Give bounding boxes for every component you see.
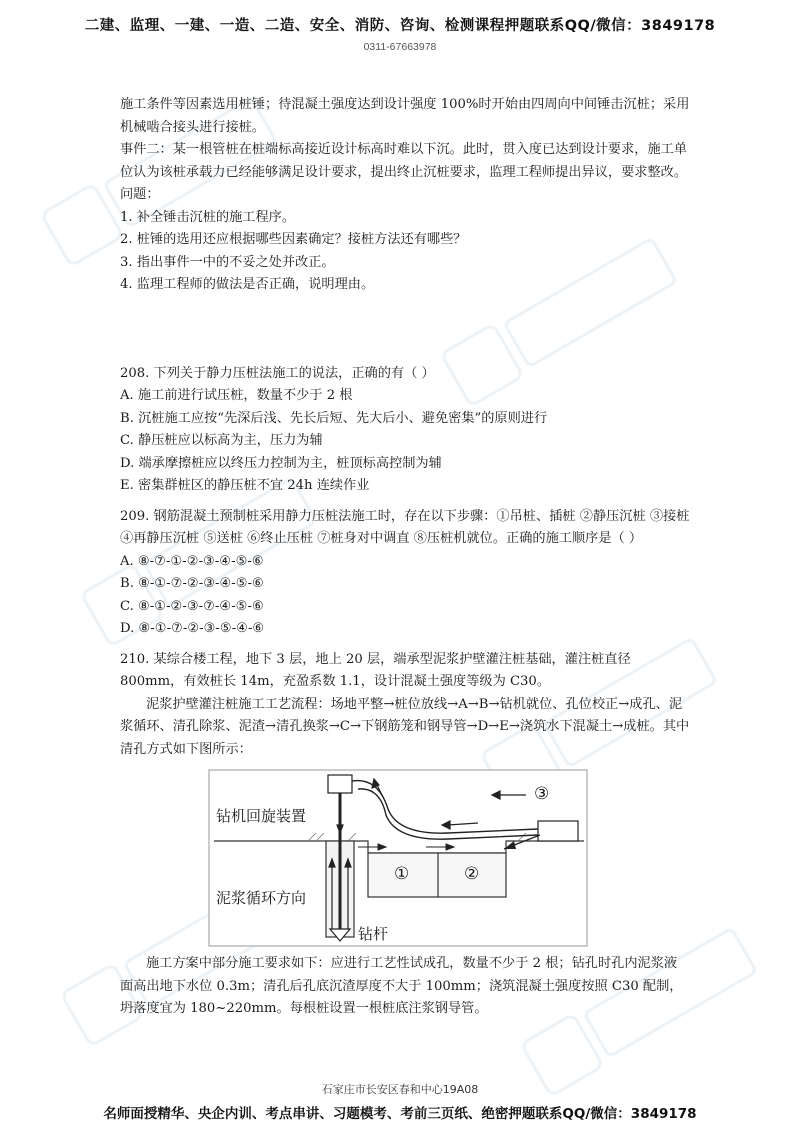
label-circulation-direction: 泥浆循环方向	[216, 889, 307, 907]
q210-requirements: 施工方案中部分施工要求如下：应进行工艺性试成孔，数量不少于 2 根；钻孔时孔内泥浆液面高出地下水位 0.3m；清孔后孔底沉渣厚度不大于 100mm；浇筑混凝土强度按照 C30 配制，坍落度宜为 180~220mm。每根桩设置一根桩底注浆钢导管。	[120, 956, 683, 1016]
q208-option-a: A. 施工前进行试压桩，数量不少于 2 根	[120, 388, 353, 403]
header-title: 二建、监理、一建、一造、二造、安全、消防、咨询、检测课程押题联系QQ/微信：3849178	[84, 18, 716, 34]
q209-stem: 209. 钢筋混凝土预制桩采用静力压桩法施工时，存在以下步骤：①吊桩、插桩 ②静压沉桩 ③接桩 ④再静压沉桩 ⑤送桩 ⑥终止压桩 ⑦桩身对中调直 ⑧压桩机就位。正确的施工顺序是（ ）	[120, 508, 690, 546]
mud-circulation-diagram	[208, 769, 588, 947]
question-1: 1. 补全锤击沉桩的施工程序。	[120, 209, 296, 225]
q208-option-d: D. 端承摩擦桩应以终压力控制为主，桩顶标高控制为辅	[120, 455, 442, 471]
label-pool-1: ①	[394, 864, 410, 884]
page-header	[0, 14, 800, 53]
label-rotary-device: 钻机回旋装置	[216, 807, 307, 825]
footer-advertisement: 名师面授精华、央企内训、考点串讲、习题模考、考前三页纸、绝密押题联系QQ/微信：3849178	[103, 1106, 697, 1122]
header-phone: 0311-67663978	[363, 41, 437, 53]
label-pool-2: ②	[464, 864, 480, 884]
q208-option-e: E. 密集群桩区的静压桩不宜 24h 连续作业	[120, 478, 370, 493]
document-body	[120, 94, 690, 1021]
q209-option-a: A. ⑧-⑦-①-②-③-④-⑤-⑥	[120, 553, 264, 569]
q208-option-c: C. 静压桩应以标高为主，压力为辅	[120, 433, 323, 448]
footer-address: 石家庄市长安区春和中心19A08	[321, 1083, 479, 1096]
q209-option-c: C. ⑧-①-②-③-⑦-④-⑤-⑥	[120, 598, 264, 614]
diagram-svg	[208, 769, 588, 947]
label-drill-rod: 钻杆	[358, 925, 389, 943]
q209-option-d: D. ⑧-①-⑦-②-③-⑤-④-⑥	[120, 621, 265, 636]
question-4: 4. 监理工程师的做法是否正确，说明理由。	[120, 277, 375, 292]
q210-process: 泥浆护壁灌注桩施工工艺流程：场地平整→桩位放线→A→B→钻机就位、孔位校正→成孔、泥浆循环、清孔除浆、泥渣→清孔换浆→C→下钢筋笼和钢导管→D→E→浇筑水下混凝土→成桩。其中清孔方式如下图所示：	[120, 696, 690, 757]
q208-option-b: B. 沉桩施工应按“先深后浅、先长后短、先大后小、避免密集”的原则进行	[120, 410, 548, 426]
q208-stem: 208. 下列关于静力压桩法施工的说法，正确的有（ ）	[120, 365, 435, 381]
question-2: 2. 桩锤的选用还应根据哪些因素确定？接桩方法还有哪些？	[120, 232, 467, 247]
question-3: 3. 指出事件一中的不妥之处并改正。	[120, 254, 335, 270]
paragraph-event1-end: 施工条件等因素选用桩锤；待混凝土强度达到设计强度 100%时开始由四周向中间锤击沉桩；采用机械啮合接头进行接桩。	[120, 97, 690, 135]
q209-option-b: B. ⑧-①-⑦-②-③-④-⑤-⑥	[120, 576, 264, 591]
page-footer	[0, 1081, 800, 1122]
questions-label: 问题：	[120, 187, 160, 202]
paragraph-event2: 事件二：某一根管桩在桩端标高接近设计标高时难以下沉。此时，贯入度已达到设计要求，施工单位认为该桩承载力已经能够满足设计要求，提出终止沉桩要求，监理工程师提出异议，要求整改。	[120, 142, 688, 180]
q210-stem: 210. 某综合楼工程，地下 3 层，地上 20 层，端承型泥浆护壁灌注桩基础，灌注桩直径 800mm，有效桩长 14m，充盈系数 1.1，设计混凝土强度等级为 C30。	[120, 651, 631, 689]
label-pump-3: ③	[534, 784, 550, 804]
